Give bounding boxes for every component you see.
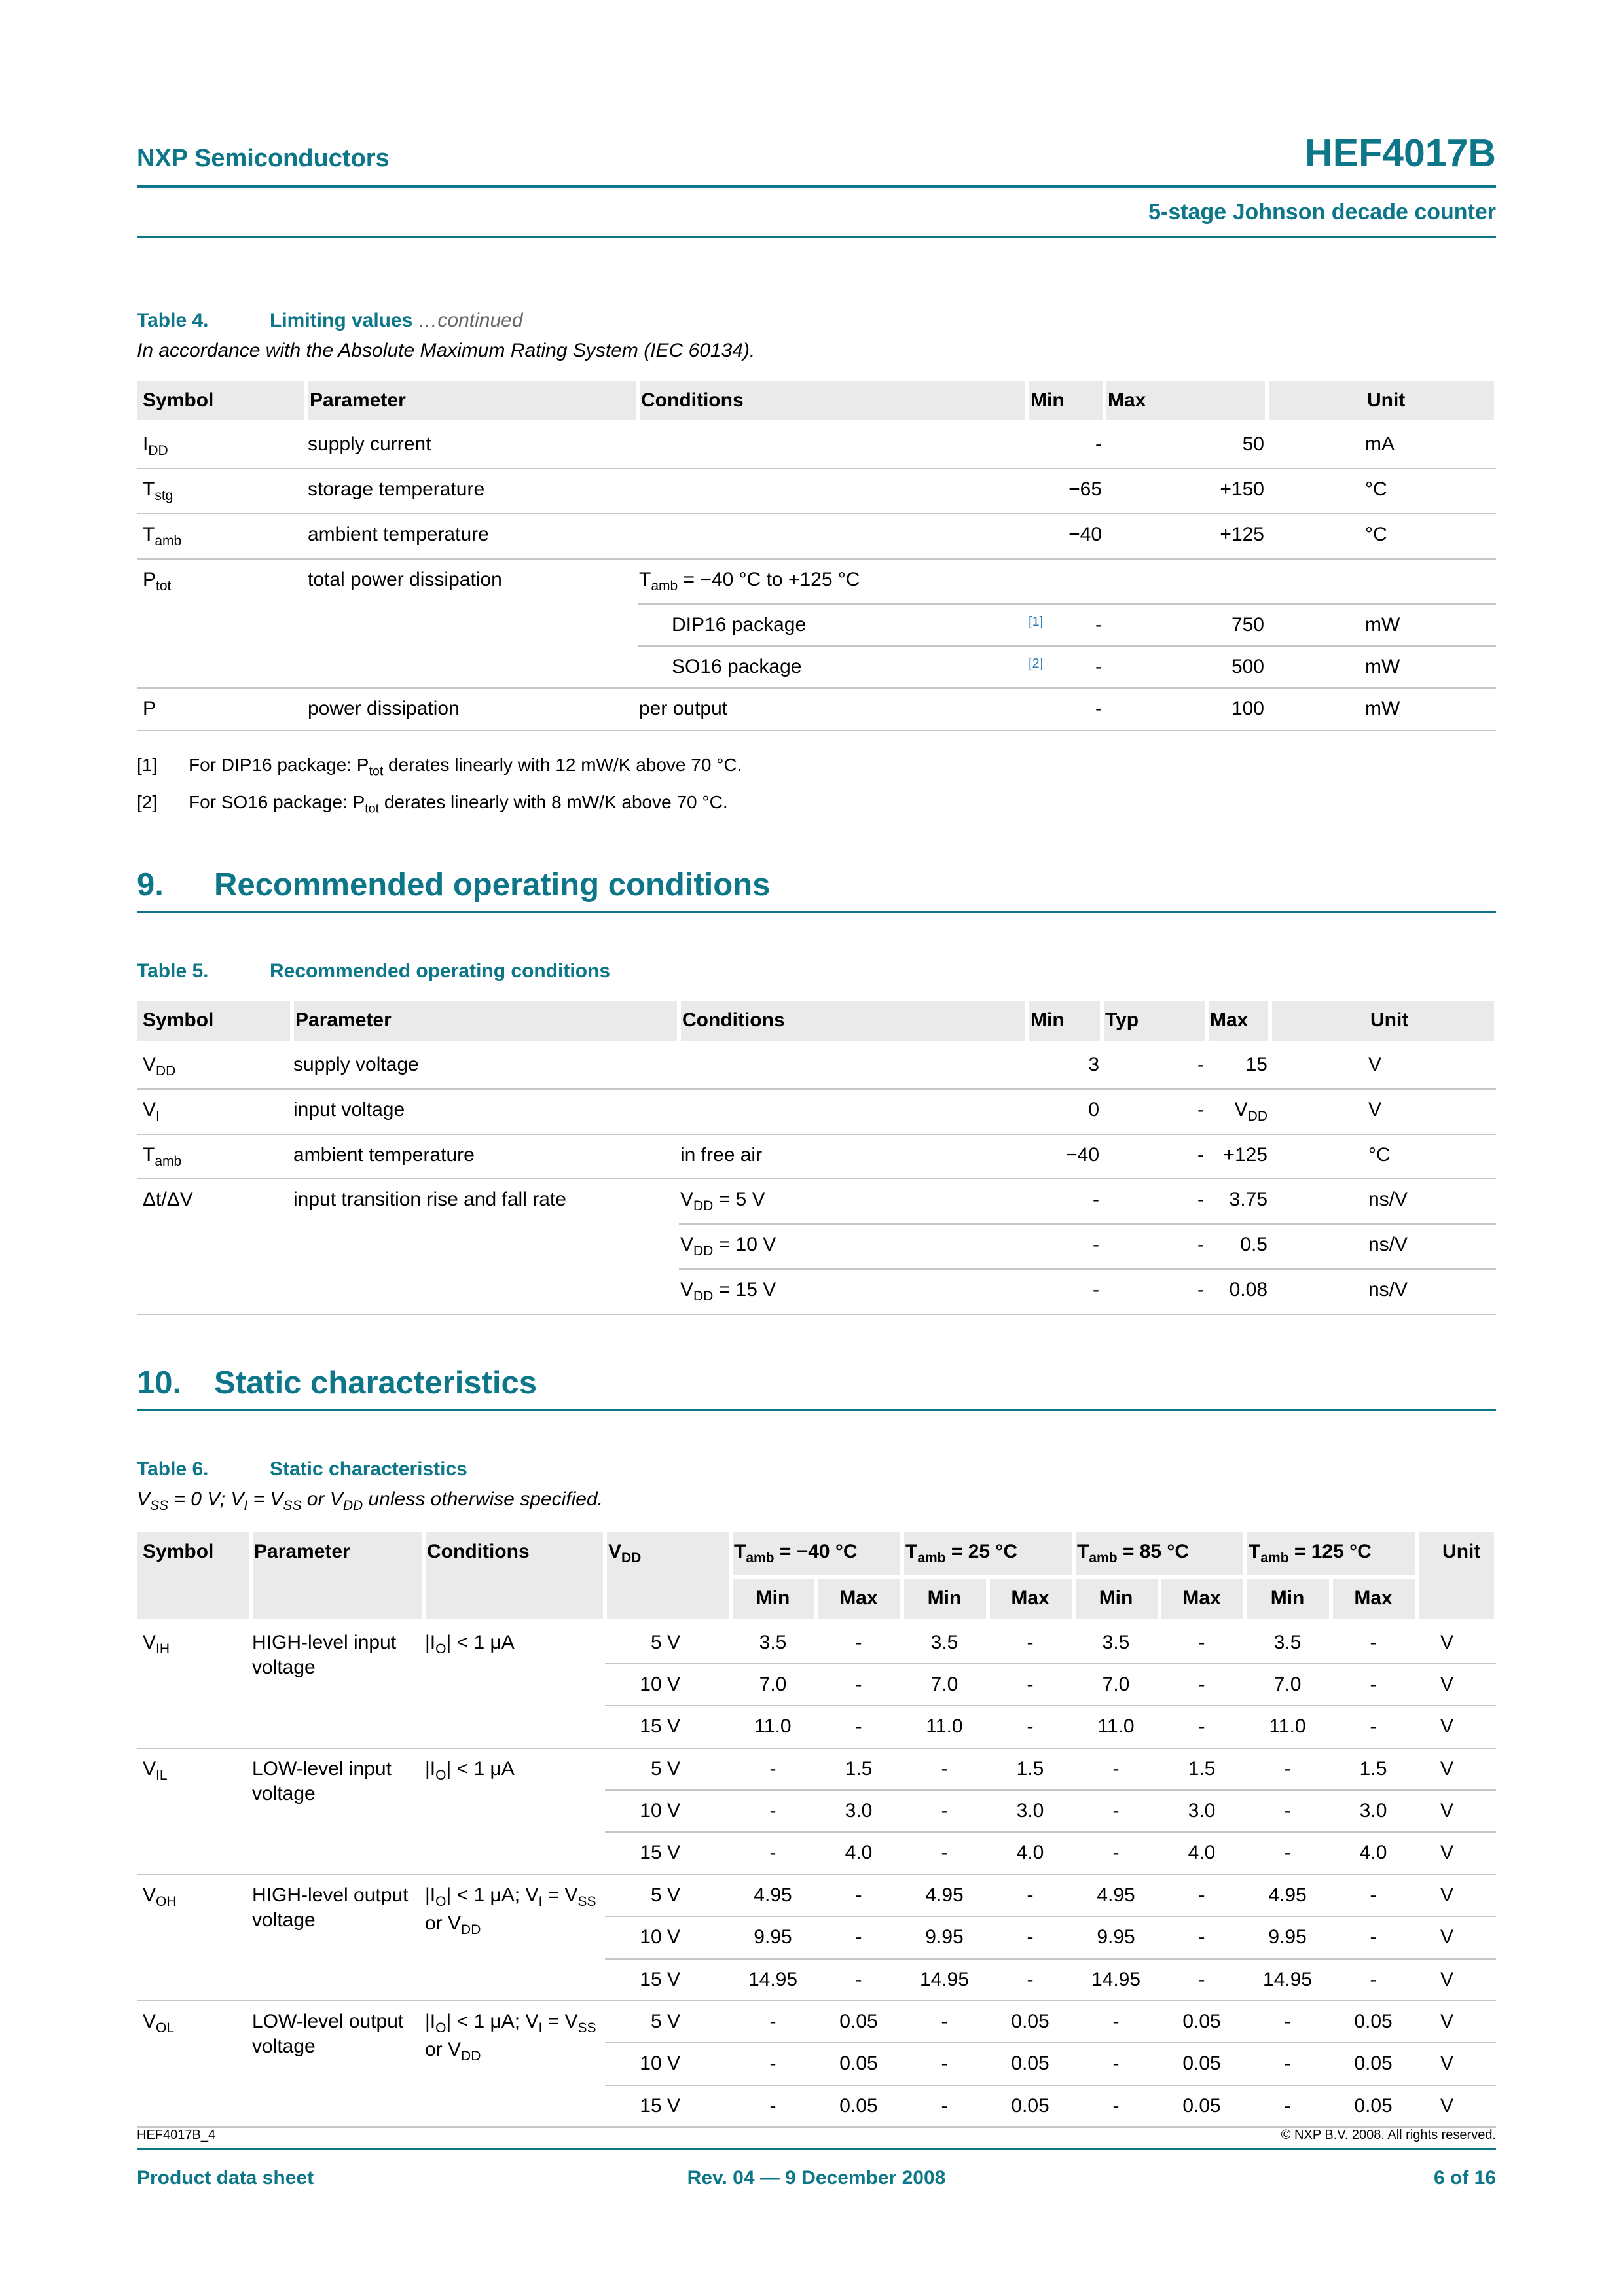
table-row	[137, 1874, 1496, 1916]
cell-value: -	[1074, 1832, 1159, 1874]
cell-value: 0.05	[1159, 2001, 1245, 2043]
cell-unit	[1267, 559, 1496, 604]
cell-value: 14.95	[731, 1959, 816, 2001]
footnote-text: For SO16 package: $P_{tot}$ derates linearly with 8 mW/K above 70 °C.	[189, 791, 728, 816]
footer-doc-id: HEF4017B_4	[137, 2128, 216, 2143]
col-header-min: Min	[1027, 1001, 1102, 1042]
col-header-max: Max	[1331, 1577, 1417, 1620]
cell-conditions: $V_{DD} = 15$ V	[679, 1269, 1027, 1314]
cell-min: -	[1027, 688, 1104, 730]
col-group-tamb-minus40: $T_{amb} = -40$ °C	[731, 1532, 902, 1577]
cell-value: 7.0	[731, 1664, 816, 1706]
cell-value: 3.0	[1159, 1790, 1245, 1832]
cell-value: -	[1074, 1748, 1159, 1790]
cell-unit: V	[1417, 2043, 1496, 2085]
table-header-row	[137, 381, 1496, 422]
cell-unit: V	[1417, 1916, 1496, 1958]
cell-symbol: $V_{OH}$	[137, 1874, 251, 2001]
limiting-values-table	[137, 381, 1498, 731]
col-header-parameter: Parameter	[251, 1532, 424, 1620]
cell-value: 1.5	[816, 1748, 902, 1790]
cell-unit: °C	[1270, 1134, 1496, 1179]
cell-value: -	[731, 2085, 816, 2127]
cell-value: 3.5	[1273, 1631, 1302, 1653]
footer-revision: Rev. 04 — 9 December 2008	[687, 2167, 946, 2189]
col-header-min: Min	[731, 1577, 816, 1620]
cell-vdd: 15 V	[605, 1706, 731, 1748]
cell-parameter: input voltage	[292, 1089, 679, 1134]
cell-value: 9.95	[1245, 1916, 1331, 1958]
col-header-parameter: Parameter	[292, 1001, 679, 1042]
cell-value: -	[1331, 1706, 1417, 1748]
cell-symbol: $V_{DD}$	[143, 1053, 176, 1079]
cell-vdd: 5 V	[605, 1748, 731, 1790]
cell-value: -	[816, 1664, 902, 1706]
cell-min: -	[1095, 433, 1102, 456]
subtitle-rule	[137, 236, 1496, 238]
table-header-row	[137, 1001, 1496, 1042]
cell-parameter: ambient temperature	[292, 1134, 679, 1179]
col-header-parameter: Parameter	[306, 381, 638, 422]
table6-note: $V_{SS} = 0$ V; $V_I = V_{SS}$ or $V_{DD}$ unless otherwise specified.	[137, 1488, 604, 1514]
cell-value: -	[1370, 1631, 1377, 1653]
cell-value: -	[1159, 1706, 1245, 1748]
table-row	[137, 688, 1496, 730]
cell-conditions	[638, 469, 1027, 514]
cell-value: 7.0	[1245, 1664, 1331, 1706]
cell-value: 0.05	[1331, 2001, 1417, 2043]
cell-value: -	[902, 1748, 988, 1790]
cell-unit: °C	[1267, 514, 1496, 559]
cell-value: -	[816, 1706, 902, 1748]
footer-rule	[137, 2148, 1496, 2150]
table5-caption	[137, 959, 1496, 984]
cell-unit: °C	[1267, 469, 1496, 514]
cell-unit: mW	[1267, 688, 1496, 730]
cell-vdd: 15 V	[605, 2085, 731, 2127]
cell-unit: mA	[1365, 433, 1395, 456]
cell-conditions: $|I_O| < 1$ μA; $V_I = V_{SS}$ or $V_{DD}$	[424, 2001, 605, 2127]
cell-value: 4.95	[731, 1874, 816, 1916]
cell-min: −65	[1027, 469, 1104, 514]
cell-value: -	[1027, 1631, 1034, 1653]
footnote	[137, 753, 1496, 780]
cell-symbol: $V_{IH}$	[143, 1631, 170, 1657]
page-header	[137, 131, 1496, 238]
cell-typ: -	[1102, 1134, 1207, 1179]
section-title: Static characteristics	[214, 1365, 537, 1401]
cell-vdd: 10 V	[605, 2043, 731, 2085]
cell-symbol: $T_{amb}$	[137, 514, 306, 559]
table-row	[137, 1621, 1496, 1664]
cell-unit: V	[1417, 1706, 1496, 1748]
cell-value: 9.95	[902, 1916, 988, 1958]
cell-symbol: $P_{tot}$	[137, 559, 306, 689]
cell-value: -	[988, 1916, 1074, 1958]
section-number: 9.	[137, 867, 164, 903]
cell-symbol: P	[137, 688, 306, 730]
table5-title: Recommended operating conditions	[270, 960, 611, 982]
cell-symbol: $V_{OL}$	[137, 2001, 251, 2127]
cell-value: 14.95	[1245, 1959, 1331, 2001]
footnote	[137, 791, 1496, 817]
cell-max: 0.08	[1207, 1269, 1270, 1314]
cell-value: -	[1074, 2001, 1159, 2043]
cell-value: -	[1331, 1959, 1417, 2001]
table-row	[137, 1179, 1496, 1224]
cell-parameter: supply current	[308, 433, 431, 456]
col-group-tamb-25: $T_{amb} = 25$ °C	[902, 1532, 1074, 1577]
col-header-symbol: Symbol	[137, 1001, 292, 1042]
table4-continued-note: …continued	[418, 310, 523, 331]
header-rule	[137, 185, 1496, 188]
cell-value: -	[1074, 2043, 1159, 2085]
cell-value: 1.5	[1159, 1748, 1245, 1790]
cell-value: -	[902, 1832, 988, 1874]
recommended-operating-conditions-table	[137, 1001, 1498, 1315]
cell-conditions	[679, 1043, 1027, 1089]
table-row	[137, 559, 1496, 604]
cell-parameter: storage temperature	[306, 469, 638, 514]
table4-footnotes	[137, 753, 1496, 817]
cell-value: 4.95	[1074, 1874, 1159, 1916]
section-number: 10.	[137, 1365, 182, 1401]
cell-value: -	[731, 1832, 816, 1874]
cell-unit: mW	[1267, 604, 1496, 646]
table-row	[137, 422, 1496, 469]
table4-note: In accordance with the Absolute Maximum Rating System (IEC 60134).	[137, 340, 756, 362]
cell-value: -	[1331, 1916, 1417, 1958]
cell-value: -	[1245, 1832, 1331, 1874]
footer-doc-type: Product data sheet	[137, 2167, 314, 2189]
cell-vdd: 15 V	[605, 1959, 731, 2001]
cell-unit: V	[1417, 2001, 1496, 2043]
cell-max: +150	[1104, 469, 1267, 514]
cell-min: 0	[1027, 1089, 1102, 1134]
cell-unit: V	[1417, 1874, 1496, 1916]
cell-value: -	[988, 1874, 1074, 1916]
cell-max: $V_{DD}$	[1207, 1089, 1270, 1134]
cell-unit: V	[1417, 1832, 1496, 1874]
cell-parameter: input transition rise and fall rate	[292, 1179, 679, 1314]
col-header-unit: Unit	[1267, 381, 1496, 422]
vendor-name: NXP Semiconductors	[137, 145, 390, 172]
table5-label: Table 5.	[137, 960, 209, 982]
cell-value: -	[902, 1790, 988, 1832]
cell-conditions: $T_{amb} = -40$ °C to +125 °C	[638, 559, 1027, 604]
cell-value: 3.0	[816, 1790, 902, 1832]
cell-value: 1.5	[1331, 1748, 1417, 1790]
cell-vdd: 10 V	[605, 1790, 731, 1832]
cell-max: 750	[1104, 604, 1267, 646]
cell-value: 4.0	[816, 1832, 902, 1874]
cell-vdd: 5 V	[605, 2001, 731, 2043]
cell-unit: V	[1440, 1631, 1454, 1653]
cell-value: 11.0	[731, 1706, 816, 1748]
cell-value: 14.95	[1074, 1959, 1159, 2001]
col-header-min: Min	[1245, 1577, 1331, 1620]
cell-value: 4.0	[1331, 1832, 1417, 1874]
footnote-ref-link[interactable]: [1]	[1029, 614, 1044, 629]
table6-caption	[137, 1457, 1496, 1482]
cell-value: 3.5	[1102, 1631, 1130, 1653]
cell-symbol: $T_{stg}$	[137, 469, 306, 514]
cell-typ: -	[1102, 1224, 1207, 1269]
cell-unit: ns/V	[1270, 1179, 1496, 1224]
cell-value: 0.05	[816, 2085, 902, 2127]
cell-value: -	[816, 1874, 902, 1916]
cell-unit: mW	[1267, 646, 1496, 688]
cell-unit: V	[1417, 1790, 1496, 1832]
col-header-max: Max	[988, 1577, 1074, 1620]
cell-min: -	[1027, 1179, 1102, 1224]
cell-value: 7.0	[902, 1664, 988, 1706]
table4-title: Limiting values	[270, 310, 413, 331]
cell-max: +125	[1104, 514, 1267, 559]
cell-min: −40	[1027, 1134, 1102, 1179]
cell-value: -	[1159, 1959, 1245, 2001]
cell-value: -	[731, 1748, 816, 1790]
table6-label: Table 6.	[137, 1458, 209, 1480]
col-header-min: Min	[1027, 381, 1104, 422]
cell-parameter: ambient temperature	[306, 514, 638, 559]
cell-conditions: SO16 package	[638, 646, 1027, 688]
cell-conditions	[679, 1089, 1027, 1134]
cell-parameter: supply voltage	[293, 1053, 419, 1075]
cell-value: 0.05	[1331, 2043, 1417, 2085]
cell-value: -	[816, 1916, 902, 1958]
cell-min: −40	[1027, 514, 1104, 559]
cell-value: 3.5	[759, 1631, 787, 1653]
cell-value: -	[1245, 1748, 1331, 1790]
cell-unit: ns/V	[1270, 1269, 1496, 1314]
table-row	[137, 469, 1496, 514]
cell-value: -	[1159, 1664, 1245, 1706]
cell-value: -	[816, 1959, 902, 2001]
cell-value: 0.05	[816, 2043, 902, 2085]
cell-value: 4.0	[988, 1832, 1074, 1874]
cell-value: 11.0	[1074, 1706, 1159, 1748]
cell-min: -	[1027, 1224, 1102, 1269]
cell-value: -	[1245, 1790, 1331, 1832]
cell-parameter: power dissipation	[306, 688, 638, 730]
cell-value: 0.05	[1331, 2085, 1417, 2127]
footnote-marker: [1]	[137, 754, 158, 775]
cell-value: -	[1245, 2085, 1331, 2127]
cell-value: -	[1159, 1916, 1245, 1958]
cell-parameter: total power dissipation	[306, 559, 638, 689]
cell-value: 14.95	[902, 1959, 988, 2001]
footnote-text: For DIP16 package: $P_{tot}$ derates linearly with 12 mW/K above 70 °C.	[189, 754, 742, 779]
cell-value: 0.05	[988, 2085, 1074, 2127]
cell-unit: V	[1417, 1959, 1496, 2001]
cell-conditions	[638, 422, 1027, 469]
cell-typ: -	[1102, 1179, 1207, 1224]
cell-parameter: LOW-level input voltage	[251, 1748, 424, 1874]
cell-value: -	[1074, 2085, 1159, 2127]
cell-value: 3.5	[930, 1631, 958, 1653]
page-subtitle: 5-stage Johnson decade counter	[1148, 200, 1496, 224]
cell-max: 500	[1104, 646, 1267, 688]
table-row	[137, 514, 1496, 559]
table-row	[137, 1134, 1496, 1179]
cell-value: -	[1074, 1790, 1159, 1832]
cell-unit: V	[1417, 1664, 1496, 1706]
cell-value: -	[1159, 1874, 1245, 1916]
cell-vdd: 15 V	[605, 1832, 731, 1874]
cell-conditions	[638, 514, 1027, 559]
cell-unit: V	[1417, 2085, 1496, 2127]
col-header-min: Min	[1074, 1577, 1159, 1620]
cell-max: 3.75	[1207, 1179, 1270, 1224]
cell-min	[1027, 559, 1104, 604]
cell-vdd: 10 V	[605, 1664, 731, 1706]
table-row	[137, 1748, 1496, 1790]
cell-min: -	[1027, 1269, 1102, 1314]
cell-typ: -	[1197, 1053, 1204, 1075]
cell-value: 4.95	[1245, 1874, 1331, 1916]
col-header-vdd: $V_{DD}$	[605, 1532, 731, 1620]
cell-conditions: $|I_O| < 1$ μA	[424, 1748, 605, 1874]
col-group-tamb-85: $T_{amb} = 85$ °C	[1074, 1532, 1245, 1577]
cell-value: -	[988, 1959, 1074, 2001]
part-number: HEF4017B	[1305, 132, 1496, 175]
cell-symbol: $T_{amb}$	[137, 1134, 292, 1179]
table-row	[137, 1043, 1496, 1089]
cell-value: 0.05	[1159, 2043, 1245, 2085]
cell-value: 7.0	[1074, 1664, 1159, 1706]
col-header-conditions: Conditions	[679, 1001, 1027, 1042]
cell-max: +125	[1207, 1134, 1270, 1179]
cell-conditions: DIP16 package	[638, 604, 1027, 646]
cell-value: -	[988, 1664, 1074, 1706]
cell-unit: V	[1270, 1089, 1496, 1134]
cell-conditions: $|I_O| < 1$ μA; $V_I = V_{SS}$ or $V_{DD}$	[424, 1874, 605, 2001]
section-title: Recommended operating conditions	[214, 867, 771, 903]
cell-symbol: $I_{DD}$	[143, 433, 168, 459]
cell-value: -	[1331, 1874, 1417, 1916]
cell-typ: -	[1102, 1269, 1207, 1314]
cell-unit: ns/V	[1270, 1224, 1496, 1269]
cell-unit: V	[1368, 1053, 1382, 1075]
cell-value: -	[855, 1631, 862, 1653]
cell-value: -	[731, 2001, 816, 2043]
cell-value: -	[1198, 1631, 1205, 1653]
cell-conditions: $V_{DD} = 10$ V	[679, 1224, 1027, 1269]
cell-unit: V	[1417, 1748, 1496, 1790]
cell-value: 9.95	[731, 1916, 816, 1958]
cell-parameter: LOW-level output voltage	[251, 2001, 424, 2127]
table-header-row	[137, 1532, 1496, 1577]
table6-title: Static characteristics	[270, 1458, 467, 1480]
table4-label: Table 4.	[137, 310, 209, 331]
col-header-max: Max	[816, 1577, 902, 1620]
cell-value: 0.05	[988, 2001, 1074, 2043]
cell-value: -	[902, 2085, 988, 2127]
cell-value: 4.95	[902, 1874, 988, 1916]
cell-typ: -	[1102, 1089, 1207, 1134]
cell-max: 15	[1245, 1053, 1267, 1075]
col-header-max: Max	[1104, 381, 1267, 422]
cell-value: -	[1331, 1664, 1417, 1706]
table4-caption	[137, 308, 1496, 333]
col-header-unit: Unit	[1417, 1532, 1496, 1620]
col-header-conditions: Conditions	[638, 381, 1027, 422]
cell-symbol: Δt/ΔV	[137, 1179, 292, 1314]
section-heading-10	[137, 1366, 1496, 1411]
cell-min-value: -	[1095, 613, 1102, 636]
cell-value: 1.5	[988, 1748, 1074, 1790]
footnote-ref-link[interactable]: [2]	[1029, 656, 1044, 672]
footnote-marker: [2]	[137, 791, 158, 812]
cell-symbol: $V_I$	[137, 1089, 292, 1134]
footer-copyright: © NXP B.V. 2008. All rights reserved.	[1281, 2128, 1496, 2143]
cell-parameter: HIGH-level output voltage	[251, 1874, 424, 2001]
cell-value: -	[902, 2043, 988, 2085]
col-header-unit: Unit	[1270, 1001, 1496, 1042]
cell-value: 0.05	[988, 2043, 1074, 2085]
cell-value: 4.0	[1159, 1832, 1245, 1874]
footer-page-number: 6 of 16	[1433, 2167, 1496, 2189]
cell-min: 3	[1088, 1053, 1099, 1075]
static-characteristics-table	[137, 1532, 1498, 2128]
cell-value: 11.0	[902, 1706, 988, 1748]
section-heading-9	[137, 868, 1496, 913]
cell-value: -	[902, 2001, 988, 2043]
cell-conditions: per output	[638, 688, 1027, 730]
cell-max	[1104, 559, 1267, 604]
cell-value: 0.05	[1159, 2085, 1245, 2127]
cell-conditions: $|I_O| < 1$ μA	[425, 1631, 515, 1657]
cell-vdd: 5 V	[650, 1631, 680, 1653]
col-header-symbol: Symbol	[137, 1532, 251, 1620]
cell-min-value: -	[1095, 656, 1102, 678]
cell-max: 100	[1104, 688, 1267, 730]
cell-vdd: 10 V	[605, 1916, 731, 1958]
col-header-typ: Typ	[1102, 1001, 1207, 1042]
col-header-max: Max	[1207, 1001, 1270, 1042]
cell-value: 11.0	[1245, 1706, 1331, 1748]
cell-value: -	[1245, 2001, 1331, 2043]
cell-parameter: HIGH-level input voltage	[252, 1631, 397, 1678]
cell-value: -	[988, 1706, 1074, 1748]
cell-max: 0.5	[1207, 1224, 1270, 1269]
col-group-tamb-125: $T_{amb} = 125$ °C	[1245, 1532, 1417, 1577]
table-row	[137, 1089, 1496, 1134]
cell-value: -	[1245, 2043, 1331, 2085]
cell-value: 3.0	[988, 1790, 1074, 1832]
col-header-conditions: Conditions	[424, 1532, 605, 1620]
cell-value: 0.05	[816, 2001, 902, 2043]
page-footer	[137, 2128, 1496, 2189]
cell-vdd: 5 V	[605, 1874, 731, 1916]
cell-value: 9.95	[1074, 1916, 1159, 1958]
cell-max: 50	[1242, 433, 1264, 456]
cell-symbol: $V_{IL}$	[137, 1748, 251, 1874]
cell-value: 3.0	[1331, 1790, 1417, 1832]
table-row	[137, 2001, 1496, 2043]
cell-conditions: $V_{DD} = 5$ V	[679, 1179, 1027, 1224]
cell-min	[1027, 604, 1104, 646]
cell-value: -	[731, 2043, 816, 2085]
col-header-max: Max	[1159, 1577, 1245, 1620]
cell-min	[1027, 646, 1104, 688]
cell-conditions: in free air	[679, 1134, 1027, 1179]
col-header-min: Min	[902, 1577, 988, 1620]
cell-value: -	[731, 1790, 816, 1832]
col-header-symbol: Symbol	[137, 381, 306, 422]
